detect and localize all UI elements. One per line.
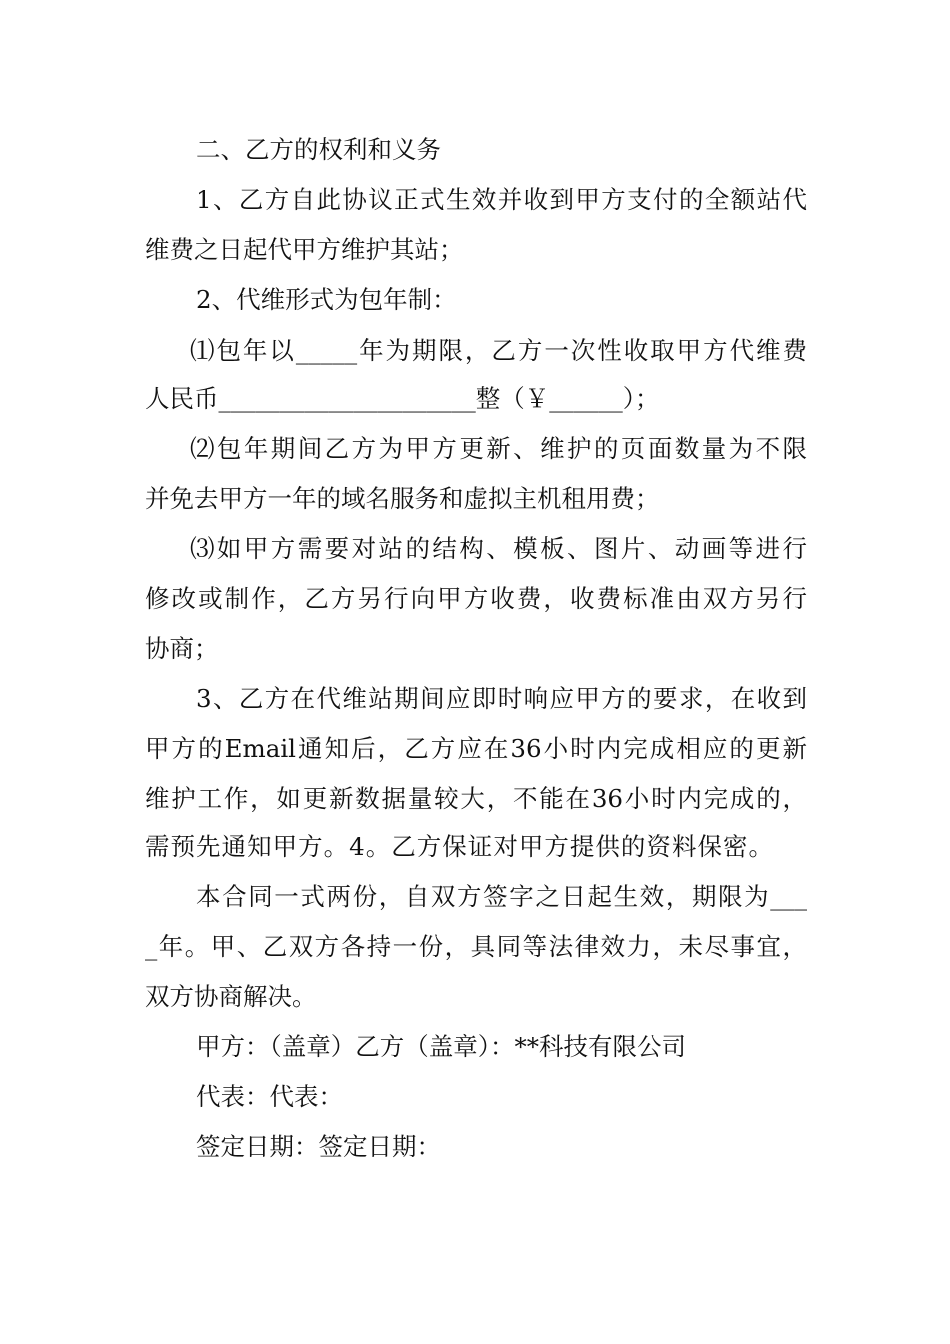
closing-line2: _年。甲、乙双方各持一份，具同等法律效力，未尽事宜， [145,932,807,961]
sign-date-line: 签定日期：签定日期： [196,1132,441,1161]
sub1-line1: ⑴包年以_____年为期限，乙方一次性收取甲方代维费 [190,336,807,365]
representative-line: 代表：代表： [196,1082,343,1111]
sub3-line3: 协商； [145,634,219,663]
item3-line1: 3、乙方在代维站期间应即时响应甲方的要求，在收到 [196,684,807,713]
sub1-line2: 人民币_____________________整（￥______）； [145,384,660,413]
closing-line1: 本合同一式两份，自双方签字之日起生效，期限为___ [196,882,807,911]
item2-heading: 2、代维形式为包年制： [196,285,457,314]
sub2-line2: 并免去甲方一年的域名服务和虚拟主机租用费； [145,484,660,513]
item3-line4: 需预先通知甲方。4。乙方保证对甲方提供的资料保密。 [145,832,773,861]
parties-line: 甲方：（盖章）乙方（盖章）：**科技有限公司 [196,1032,686,1061]
sub3-line1: ⑶如甲方需要对站的结构、模板、图片、动画等进行 [190,534,807,563]
section-heading: 二、乙方的权利和义务 [196,135,441,164]
item1-line1: 1、乙方自此协议正式生效并收到甲方支付的全额站代 [196,185,807,214]
sub2-line1: ⑵包年期间乙方为甲方更新、维护的页面数量为不限 [190,434,807,463]
item3-line2: 甲方的Email通知后，乙方应在36小时内完成相应的更新 [145,734,807,763]
sub3-line2: 修改或制作，乙方另行向甲方收费，收费标准由双方另行 [145,584,807,613]
item3-line3: 维护工作，如更新数据量较大，不能在36小时内完成的， [145,784,807,813]
closing-line3: 双方协商解决。 [145,982,317,1011]
item1-line2: 维费之日起代甲方维护其站； [145,235,464,264]
